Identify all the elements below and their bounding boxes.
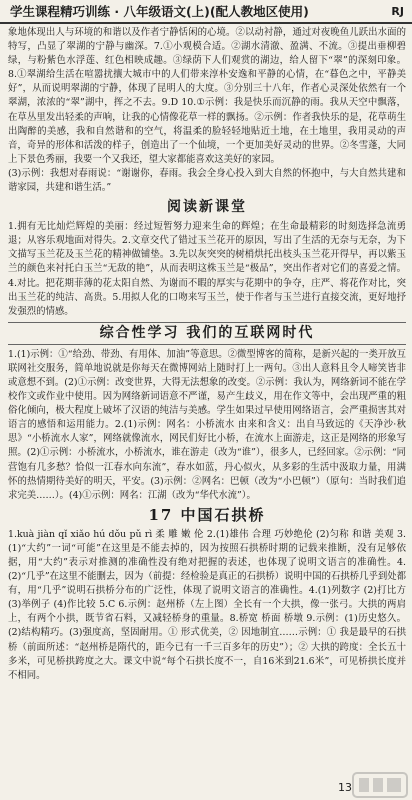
page-number: 13 [338, 781, 352, 794]
answer-paragraph: (3)示例：我想对春雨说：“谢谢你，春雨。我会全身心投入到大自然的怀抱中，与大自然共建和谐家园，共建和谐生活。” [8, 167, 406, 194]
answer-content [8, 26, 406, 784]
comprehensive-answers: 1.(1)示例：①“给劲、带劲、有用体、加油”等意思。②微型博客的简称，是新兴起的一类开放互联网社交服务，简单地说就是你每天在微博网站上随时打上一两句。③出人意料且令人啼笑皆非或意想不到。(2)①示例：改变世界，大得无法想象的改变。②示例：我认为，网络新词不能在学校作文或作业中使用。因为网络新词语意不严谨，易产生歧义，用在作文等中，会出现严重的粗俗化倾向，极大程度上破坏了汉语的纯洁与美感。学生如果过早使用网络语言，会严重损害其对语言的感悟和运用能力。2.(1)示例：网名：小桥流水 由来和含义：出自马致远的《天净沙·秋思》“小桥流水人家”，网络就像流水，网民们好比小桥，在流水上面游走，这正是网络的形象写照。(2)①示例：小桥流水，小桥流水，谁在游走（改为“谁”），很多人，已经回家。②示例：“同营饱有几多愁？恰似一江春水向东流”，春水如蓝，丹心似火，从多彩的生活中汲取力量，用满怀的热情期待美好的明天，平安。(3)示例：②网名：巴顿（改为“小巴顿”）（原句：当时我们追求完美……）。(4)①示例：网名：江湖（改为“华代水流”）。 [8, 348, 406, 501]
answer-paragraph: 象地体现出人与环境的和谐以及作者宁静恬闲的心境。②以动衬静，通过对夜晚鱼儿跃出水面的特写，凸显了翠湖的宁静与幽深。7.①小观模合适。②湖水清澈、盈满、不流。③提出垂柳碧绿，与粉紫色水浮莲、红色相映成趣。③绿荫下人们观赏的湖边，给人留下“翠”的深刻印象。8.①翠湖给生活在喧嚣扰攘大城市中的人们带来淳朴安逸和平静的心情，在“暮色之中，平静美好”，从而说明翠湖的宁静，体现了昆明人的大度。③分别三十八年，作者心灵深处依然有一个翠湖，浓浓的“翠”湖中，挥之不去。9.D 10.①示例：我是快乐而沉静的雨。我从天空中飘落，在草丛里发出轻柔的声响，让我的心情像花草一样的飘扬。②示例：作者我快乐的是，花草萌生出陶醉的美感，我和自然谐和的空气，将温柔的脸轻轻地贴近土地，在土地里，我用灵动的声音，奇异的形体和活泼的样子，创造出了一个仙境，一个更加美好灵动的世界。②冬雪蓬，大同上下景色秀丽，我要一个又我还，望大家都能喜欢这美好的家园。 [8, 27, 406, 165]
section-title-reading: 阅读新课堂 [167, 199, 247, 216]
running-header [0, 0, 412, 24]
section-title-lesson: 17 中国石拱桥 [148, 505, 266, 524]
lesson-answers: 1.kuà jiàn qǐ xiǎo hú dǒu pǔ rì 柔 雕 嫩 伦 2.(1)雄伟 合理 巧妙绝伦 (2)匀称 和谐 美观 3.(1)“大约”一词“可能”在这里是不能去掉的，因为按照石拱桥时期的记载来推断，没有足够依据，用“大约”表示对推测的准确性没有绝对把握的表述，也体现了说明文语言的准确性。4.(2)“几乎”在这里不能删去，因为（前提：经检验是真正的石拱桥）说明中国的石拱桥几乎到处都有，用“几乎”说明石拱桥分布的广泛性，体现了说明文语言的准确性。4.(1)列数字 (2)打比方 (3)举例子 (4)作比较 5.C 6.示例：赵州桥（左上图）全长有一个大拱，像一张弓。大拱的两肩上，有两个小拱，既节省石料，又减轻桥身的重量。8.桥宽 桥面 桥墩 9.示例：(1)历史悠久。(2)结构精巧。(3)强度高，坚固耐用。① 形式优美，② 因地制宜……示例：① 我是最早的石拱桥（前面所述：“赵州桥是隋代的，距今已有一千三百多年的历史”）；② 大拱的跨度：全长五十多米，可见桥拱跨度之大。课文中说“每个石拱长度不一，自16米到21.6米”，可见桥拱长度并不相同。 [8, 528, 406, 681]
edition-mark: RJ [391, 4, 404, 18]
stamp-watermark-icon [352, 772, 408, 798]
book-title: 学生课程精巧训练 · 八年级语文(上)(配人教地区使用) [10, 4, 309, 19]
section-title-comprehensive: 综合性学习 我们的互联网时代 [8, 322, 406, 345]
reading-answers: 1.拥有无比灿烂辉煌的美丽：经过短暂努力迎来生命的辉煌；在生命最精彩的时刻选择急流勇退；从容乐观地面对得失。2.文章交代了错过玉兰花开的原因，写出了生活的无奈与无奈，为下文描写玉兰花及玉兰花的精神做铺垫。3.先以灰突突的树梢烘托出枝头玉兰花开得早，再以紫玉兰的颜色来衬托白玉兰“无敌的艳”，从而表明这株玉兰是“极品”，突出作者对它们的喜爱之情。4.对比。把花期菲薄的花太阳自然、为谢而不暇的厚实与花期中的争夺，庄严、将花作对比，突出玉兰花的纯洁、高贵。5.用拟人化的口吻来写玉兰，使于作者与玉兰进行直接交流，更好地抒发强烈的情感。 [8, 221, 406, 317]
